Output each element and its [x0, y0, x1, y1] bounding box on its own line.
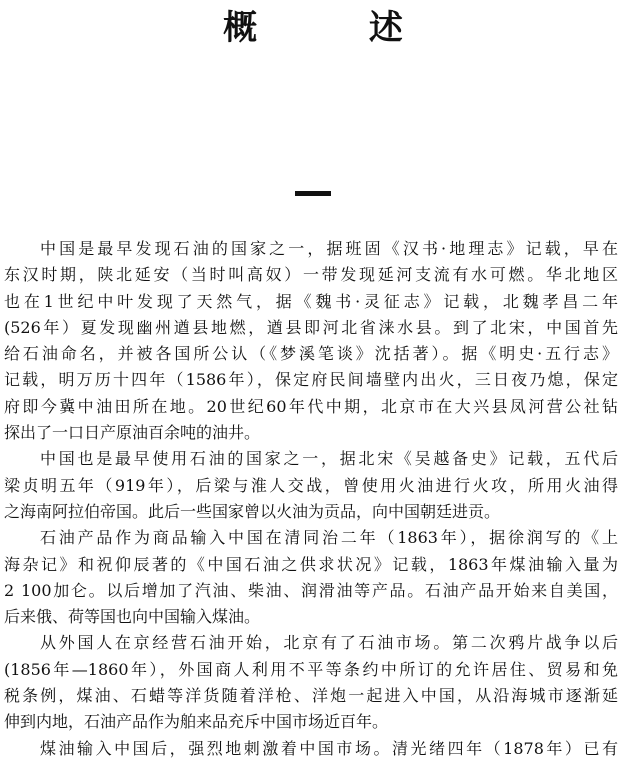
text-line: 伸到内地，石油产品作为舶来品充斥中国市场近百年。 — [4, 712, 389, 732]
section-number-glyph — [295, 191, 331, 196]
text-line: 府即今冀中油田所在地。20世纪60年代中期，北京市在大兴县凤河营公社钻 — [4, 396, 618, 416]
text-line: 从外国人在京经营石油开始，北京有了石油市场。第二次鸦片战争以后 — [40, 633, 618, 653]
text-line: 海杂记》和祝仰辰著的《中国石油之供求状况》记载，1863年煤油输入量为 — [4, 554, 618, 574]
text-line: 煤油输入中国后，强烈地刺激着中国市场。清光绪四年（1878年）已有 — [40, 738, 618, 758]
text-line: 中国也是最早使用石油的国家之一，据北宋《吴越备史》记载，五代后 — [40, 449, 618, 469]
text-line: 中国是最早发现石油的国家之一，据班固《汉书·地理志》记载，早在 — [40, 239, 618, 258]
text-line: 之海南阿拉伯帝国。此后一些国家曾以火油为贡品，向中国朝廷进贡。 — [4, 501, 501, 521]
text-line: (1856年—1860年），外国商人利用不平等条约中所订的允许居住、贸易和免 — [4, 659, 618, 679]
section-heading — [0, 178, 626, 208]
text-line: 税条例，煤油、石蜡等洋货随着洋枪、洋炮一起进入中国，从沿海城市逐渐延 — [4, 686, 618, 706]
text-line: 石油产品作为商品输入中国在清同治二年（1863年），据徐润写的《上 — [40, 528, 618, 548]
text-line: 也在1世纪中叶发现了天然气，据《魏书·灵征志》记载，北魏孝昌二年 — [4, 291, 618, 311]
text-line: 探出了一口日产原油百余吨的油井。 — [4, 423, 261, 443]
text-line: 记载，明万历十四年（1586年），保定府民间墙壁内出火，三日夜乃熄，保定 — [4, 370, 618, 390]
page-title: 概 述 — [223, 8, 453, 48]
text-line: 东汉时期，陕北延安（当时叫高奴）一带发现延河支流有水可燃。华北地区 — [4, 265, 618, 285]
text-line: 给石油命名，并被各国所公认（《梦溪笔谈》沈括著）。据《明史·五行志》 — [4, 344, 618, 364]
text-line: 后来俄、荷等国也向中国输入煤油。 — [4, 607, 261, 627]
text-line: 2 100加仑。以后增加了汽油、柴油、润滑油等产品。石油产品开始来自美国， — [4, 580, 618, 600]
body-text — [4, 236, 618, 762]
text-line: 梁贞明五年（919年），后梁与淮人交战，曾使用火油进行火攻，所用火油得 — [4, 475, 618, 495]
text-line: (526年）夏发现幽州遒县地燃，遒县即河北省涞水县。到了北宋，中国首先 — [4, 317, 618, 337]
